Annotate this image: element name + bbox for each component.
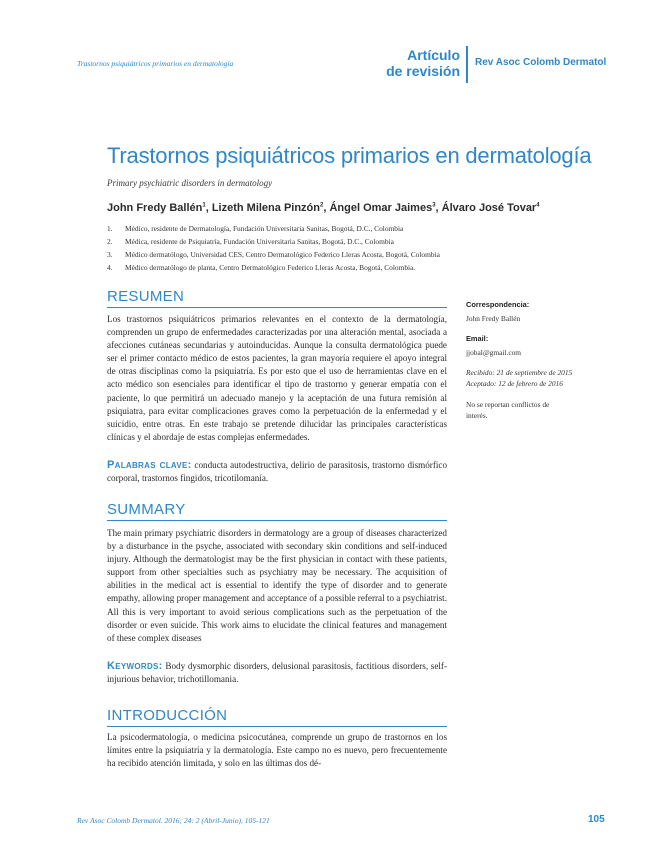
keywords-label: Keywords: — [107, 660, 163, 672]
introduccion-heading: INTRODUCCIÓN — [107, 707, 447, 727]
affiliation-item — [107, 261, 527, 274]
summary-text: The main primary psychiatric disorders in dermatology are a group of diseases characterized by a disturbance in the psyche, associated with secondary skin conditions and self-induced injury. Although the dermatologist may be the first physician in contact with these patients, support from other specialties such as psychiatry may be necessary. The acquisition of abilities in the medical act is essential to identify the type of disorder and to generate empathy, allowing proper management and acceptance of a possible referral to a psychiatrist. All this is very important to avoid serious complications such as the perpetuation of the disorder or even suicide. This work aims to elucidate the clinical features and management of these complex diseases — [107, 528, 447, 643]
affiliation-number: 2. — [107, 237, 113, 246]
conflicts-note: No se reportan conflictos de interés. — [466, 400, 550, 420]
section-type — [372, 47, 460, 79]
correspondence-name: John Fredy Ballén — [466, 314, 521, 323]
author-name: Lizeth Milena Pinzón — [211, 202, 320, 214]
author-name: Ángel Omar Jaimes — [329, 202, 433, 214]
affiliation-number: 3. — [107, 250, 113, 259]
correspondence-block — [466, 299, 596, 421]
email-link[interactable]: jjobal@gmail.com — [466, 348, 522, 357]
correspondence-label: Correspondencia: — [466, 300, 530, 309]
keywords-label: Palabras clave: — [107, 459, 192, 471]
running-title: Trastornos psiquiátricos primarios en dermatología — [77, 59, 234, 68]
email-label: Email: — [466, 334, 489, 343]
resumen-text: Los trastornos psiquiátricos primarios relevantes en el contexto de la dermatología, comprenden un grupo de enfermedades caracterizadas por una alteración mental, asociada a afecciones cutáneas secundarias y autoinducidas. Aunque la consulta dermatológica puede ser el primer contacto médico de estos pacientes, la gran mayoría requiere el apoyo integral de otras disciplinas como la psiquiatría. Es por esto que el uso de herramientas clave en el acto médico son esenciales para identificar el tipo de trastorno y generar empatía con el paciente, lo que permitirá un adecuado manejo y la aceptación de una futura remisión al psiquiatra, para evitar complicaciones graves como la perpetuación de la enfermedad y el suicidio, entre otras. En este trabajo se pretende dilucidar las principales características clínicas y el abordaje de estas complejas enfermedades. — [107, 314, 447, 442]
article-title: Trastornos psiquiátricos primarios en dermatología — [107, 143, 592, 168]
resumen-heading: RESUMEN — [107, 288, 447, 308]
affiliation-text: Médico, residente de Dermatología, Fundación Universitaria Sanitas, Bogotá, D.C., Colombia — [125, 224, 404, 233]
footer-citation: Rev Asoc Colomb Dermatol. 2016; 24: 2 (Abril-Junio), 105-121 — [77, 816, 270, 825]
summary-keywords — [107, 660, 447, 686]
received-date: Recibido: 21 de septiembre de 2015 — [466, 368, 573, 377]
affiliation-number: 1. — [107, 224, 113, 233]
keywords-text: Body dysmorphic disorders, delusional parasitosis, factitious disorders, self-injurious behavior, trichotillomania. — [107, 661, 448, 685]
affiliation-item — [107, 235, 527, 248]
journal-name: Rev Asoc Colomb Dermatol — [475, 57, 607, 68]
author-mark: 1 — [202, 202, 206, 209]
header-divider — [466, 46, 468, 83]
affiliation-text: Médica, residente de Psiquiatría, Fundación Universitaria Sanitas, Bogotá, D.C., Colombia — [125, 237, 394, 246]
author-list: John Fredy Ballén$^1$, Lizeth Milena Pinzón$^2$, Ángel Omar Jaimes$^3$, Álvaro José Tovar$^4$ — [107, 202, 540, 214]
accepted-date: Aceptado: 12 de febrero de 2016 — [466, 379, 563, 388]
section-type-line1: Artículo — [407, 47, 460, 63]
affiliation-list — [107, 222, 527, 274]
introduccion-text: La psicodermatología, o medicina psicocutánea, comprende un grupo de trastornos en los límites entre la psiquiatría y la dermatología. Este campo no es nuevo, pero frecuentemente ha recibido atención limitada, y solo en las últimas dos dé- — [107, 732, 447, 769]
author-mark: 4 — [536, 202, 540, 209]
affiliation-item — [107, 222, 527, 235]
resumen-keywords — [107, 459, 447, 485]
summary-heading: SUMMARY — [107, 501, 447, 521]
author-mark: 3 — [432, 202, 436, 209]
keywords-text: conducta autodestructiva, delirio de parasitosis, trastorno dismórfico corporal, trastornos fingidos, tricotilomanía. — [107, 460, 448, 484]
author-name: John Fredy Ballén — [107, 202, 203, 214]
author-name: Álvaro José Tovar — [441, 202, 537, 214]
section-type-line2: de revisión — [386, 63, 460, 79]
affiliation-item — [107, 248, 527, 261]
affiliation-text: Médico dermatólogo, Universidad CES, Centro Dermatológico Federico Lleras Acosta, Bogotá, Colombia — [125, 250, 440, 259]
author-mark: 2 — [320, 202, 324, 209]
affiliation-number: 4. — [107, 263, 113, 272]
affiliation-text: Médico dermatólogo de planta, Centro Dermatológico Federico Lleras Acosta, Bogotá, Colombia. — [125, 263, 416, 272]
page-number: 105 — [588, 814, 605, 825]
article-subtitle: Primary psychiatric disorders in dermatology — [107, 178, 273, 188]
